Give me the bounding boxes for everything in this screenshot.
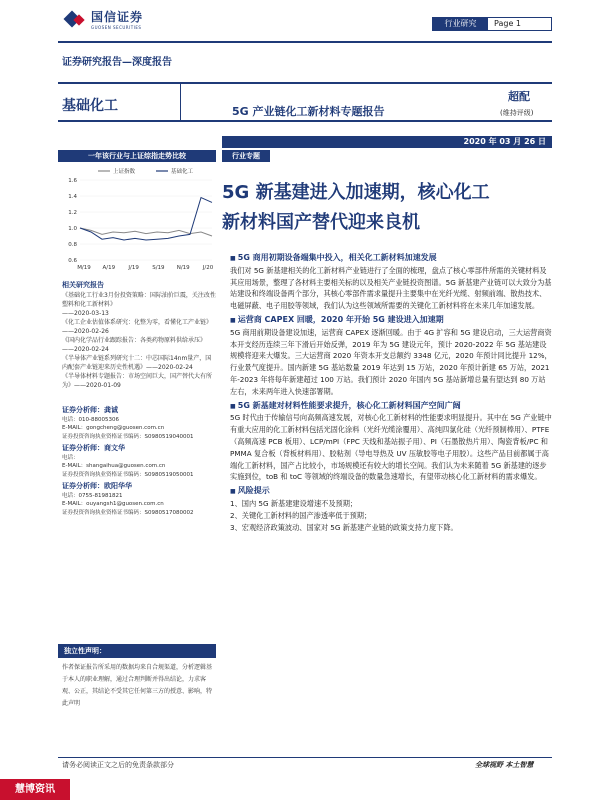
series-line-1 bbox=[80, 228, 212, 236]
section-text: 5G 商用前期设备建设加速，运营商 CAPEX 逐渐回暖。由于 4G 扩容和 5G 建设启动，三大运营商资本开支经历连续三年下滑后开始反弹，2019 年为 5G 建设元年，预计 2020-2022 年 5G 基站建设规模将迎来大爆发。三大运营商 2020 年资本开支总额约 3348 亿元，2020 年预计同比提升 12%，行业景气度提升。国内新建 5G 基站数量 2019 年达到 15 万站，2020 年预计新建 65 万站，2021 年-2023 年将每年新建超过 100 万站。我们预计 2020 年国内 5G 基站新增总量有望达到 80 万站左右，未来两年进入快速部署期。 bbox=[230, 327, 552, 396]
related-list bbox=[62, 291, 216, 390]
x-tick-label: S/19 bbox=[152, 265, 165, 271]
section-title: ■ 5G 商用初期设备端集中投入，相关化工新材料加速发展 bbox=[230, 252, 552, 265]
y-tick-label: 1.0 bbox=[68, 226, 77, 232]
related-item: 《国内化学品行业跟踪报告：各类药物原料供给承压》——2020-02-24 bbox=[62, 337, 207, 353]
category-tag: 行业专题 bbox=[222, 150, 270, 162]
related-item: 《化工企业估值体系研究：化整为零，看懂化工产业链》——2020-02-26 bbox=[62, 319, 213, 335]
risk-item: 2、关键化工新材料的国产渗透率低于预期； bbox=[230, 510, 372, 520]
report-date: 2020 年 03 月 26 日 bbox=[222, 136, 552, 148]
section-1 bbox=[230, 252, 552, 312]
section-title: ■ 风险提示 bbox=[230, 485, 552, 498]
analyst-name: 证券分析师：欧阳华华 bbox=[62, 482, 132, 490]
footer-slogan: 全球视野 本土智慧 bbox=[475, 761, 534, 769]
analyst-email: E-MAIL：gongcheng@guosen.com.cn bbox=[62, 425, 165, 431]
analyst-phone: 电话： bbox=[62, 454, 79, 461]
related-title: 相关研究报告 bbox=[62, 281, 104, 289]
related-item: 《半导体产业链系列研究十二：中芯国际14nm量产，国内配套产业链迎来历史性机遇》——2020-02-24 bbox=[62, 355, 212, 371]
company-name-en: GUOSEN SECURITIES bbox=[91, 25, 142, 30]
main-title-line1: 5G 新基建进入加速期，核心化工 bbox=[222, 182, 490, 203]
disclaimer-text: 作者保证报告所采用的数据均来自合规渠道，分析逻辑基于本人的职业理解，通过合理判断并得出结论，力求客观、公正，其结论不受其它任何第三方的授意、影响，特此声明 bbox=[62, 664, 213, 707]
legend-label: 上证指数 bbox=[113, 169, 136, 175]
header-badge bbox=[432, 17, 552, 31]
x-tick-label: A/19 bbox=[102, 265, 116, 271]
x-tick-label: N/19 bbox=[176, 265, 190, 271]
y-tick-label: 0.6 bbox=[68, 258, 77, 264]
header-tag: 行业研究 bbox=[433, 18, 488, 30]
x-tick-label: J/19 bbox=[128, 265, 139, 271]
disclaimer-title: 独立性声明： bbox=[58, 644, 216, 658]
related-item: 《半导体材料专题报告：市场空间巨大，国产替代大有所为》——2020-01-09 bbox=[62, 373, 213, 389]
analyst-cert: 证券投资咨询执业资格证书编码：S0980519050001 bbox=[62, 471, 194, 478]
main-title-line2: 新材料国产替代迎来良机 bbox=[222, 212, 420, 233]
performance-chart bbox=[58, 164, 218, 274]
section-text: 5G 时代由于传输信号向高频高速发展，对核心化工新材料的性能要求明显提升。其中在 5G 产业链中有重大应用的化工新材料包括光固化涂料（光纤光缆涂覆用）、高纯四氯化硅（光纤预制棒用）、PTFE（高频高速 PCB 板用）、LCP/mPI（FPC 天线和基站振子用）、PI（石墨散热片用）、陶瓷背板/PC 和 PMMA 复合板（背板材料用）、胶粘剂（导电导热及 UV 压敏胶等电子用胶）。这些产品目前都属于高端化工新材料，国产占比较小，市场规模还有较大的增长空间。我们认为未来随着 5G 新基建的逐步实施到位，toB 和 toC 等领域的终端设备的数量急速增长，有望带动核心化工新材料的需求爆发。 bbox=[230, 413, 552, 482]
x-tick-label: J/20 bbox=[202, 265, 214, 271]
risk-item: 1、国内 5G 新基建建设增速不及预期； bbox=[230, 498, 358, 508]
analyst-phone: 电话：0755-81981821 bbox=[62, 492, 123, 499]
y-tick-label: 0.8 bbox=[68, 242, 77, 248]
section-title: ■ 运营商 CAPEX 回暖，2020 年开始 5G 建设进入加速期 bbox=[230, 314, 552, 327]
analyst-block bbox=[62, 482, 218, 517]
section-risk bbox=[230, 485, 552, 533]
band-separator bbox=[180, 84, 181, 120]
footer-note: 请务必阅读正文之后的免责条款部分 bbox=[62, 761, 174, 769]
rating-note: (维持评级) bbox=[500, 109, 534, 117]
industry-name: 基础化工 bbox=[62, 98, 118, 114]
y-tick-label: 1.2 bbox=[68, 210, 77, 216]
x-tick-label: M/19 bbox=[77, 265, 91, 271]
analyst-cert: 证券投资咨询执业资格证书编码：S0980519040001 bbox=[62, 433, 194, 440]
analyst-block bbox=[62, 444, 218, 479]
footer-divider bbox=[58, 757, 552, 758]
y-tick-label: 1.6 bbox=[68, 178, 77, 184]
company-logo bbox=[66, 8, 143, 30]
analyst-cert: 证券投资咨询执业资格证书编码：S0980517080002 bbox=[62, 509, 194, 516]
watermark: 慧博资讯 bbox=[0, 779, 70, 800]
section-3 bbox=[230, 400, 552, 484]
analyst-name: 证券分析师：龚诚 bbox=[62, 406, 118, 414]
report-body bbox=[230, 250, 552, 533]
risk-item: 3、宏观经济政策波动、国家对 5G 新基建产业链的政策支持力度下降。 bbox=[230, 522, 458, 532]
analyst-block bbox=[62, 406, 218, 441]
section-2 bbox=[230, 314, 552, 398]
analyst-name: 证券分析师：商文华 bbox=[62, 444, 125, 452]
chart-header: 一年该行业与上证综指走势比较 bbox=[58, 150, 216, 162]
related-item: ——2020-03-13 bbox=[62, 310, 109, 317]
analyst-email: E-MAIL：ouyangsh1@guosen.com.cn bbox=[62, 501, 164, 507]
related-item: 《基础化工行业3月份投资策略：国际油价巨震，关注改性塑料和化工新材料》 bbox=[62, 292, 216, 308]
legend-label: 基础化工 bbox=[171, 169, 194, 175]
main-title bbox=[222, 178, 552, 238]
y-tick-label: 1.4 bbox=[68, 194, 77, 200]
logo-icon bbox=[66, 11, 86, 27]
report-type: 证券研究报告—深度报告 bbox=[62, 57, 172, 68]
rating: 超配 bbox=[508, 90, 530, 103]
page-number: Page 1 bbox=[494, 19, 521, 28]
section-title: ■ 5G 新基建对材料性能要求提升，核心化工新材料国产空间广阔 bbox=[230, 400, 552, 413]
analyst-email: E-MAIL：shangaihua@guosen.com.cn bbox=[62, 463, 166, 469]
section-text: 我们对 5G 新基建相关的化工新材料产业链进行了全面的梳理，盘点了核心零部件所需的关键材料及其应用场景，整理了各材料主要相关标的以及相关产业链投资图谱。5G 新基建产业链可以大致分为基站建设和终端设备两个部分，其核心零部件需求量提升主要集中在光纤光缆、射频前端、散热技术、电磁屏蔽、电子用胶等领域，我们认为这些领域所需要的关键化工新材料将在未来几年加速发展。 bbox=[230, 265, 552, 311]
analyst-phone: 电话：010-88005306 bbox=[62, 416, 119, 423]
header-divider bbox=[58, 41, 552, 43]
company-name: 国信证券 bbox=[91, 10, 144, 24]
report-subtitle: 5G 产业链化工新材料专题报告 bbox=[232, 105, 385, 118]
